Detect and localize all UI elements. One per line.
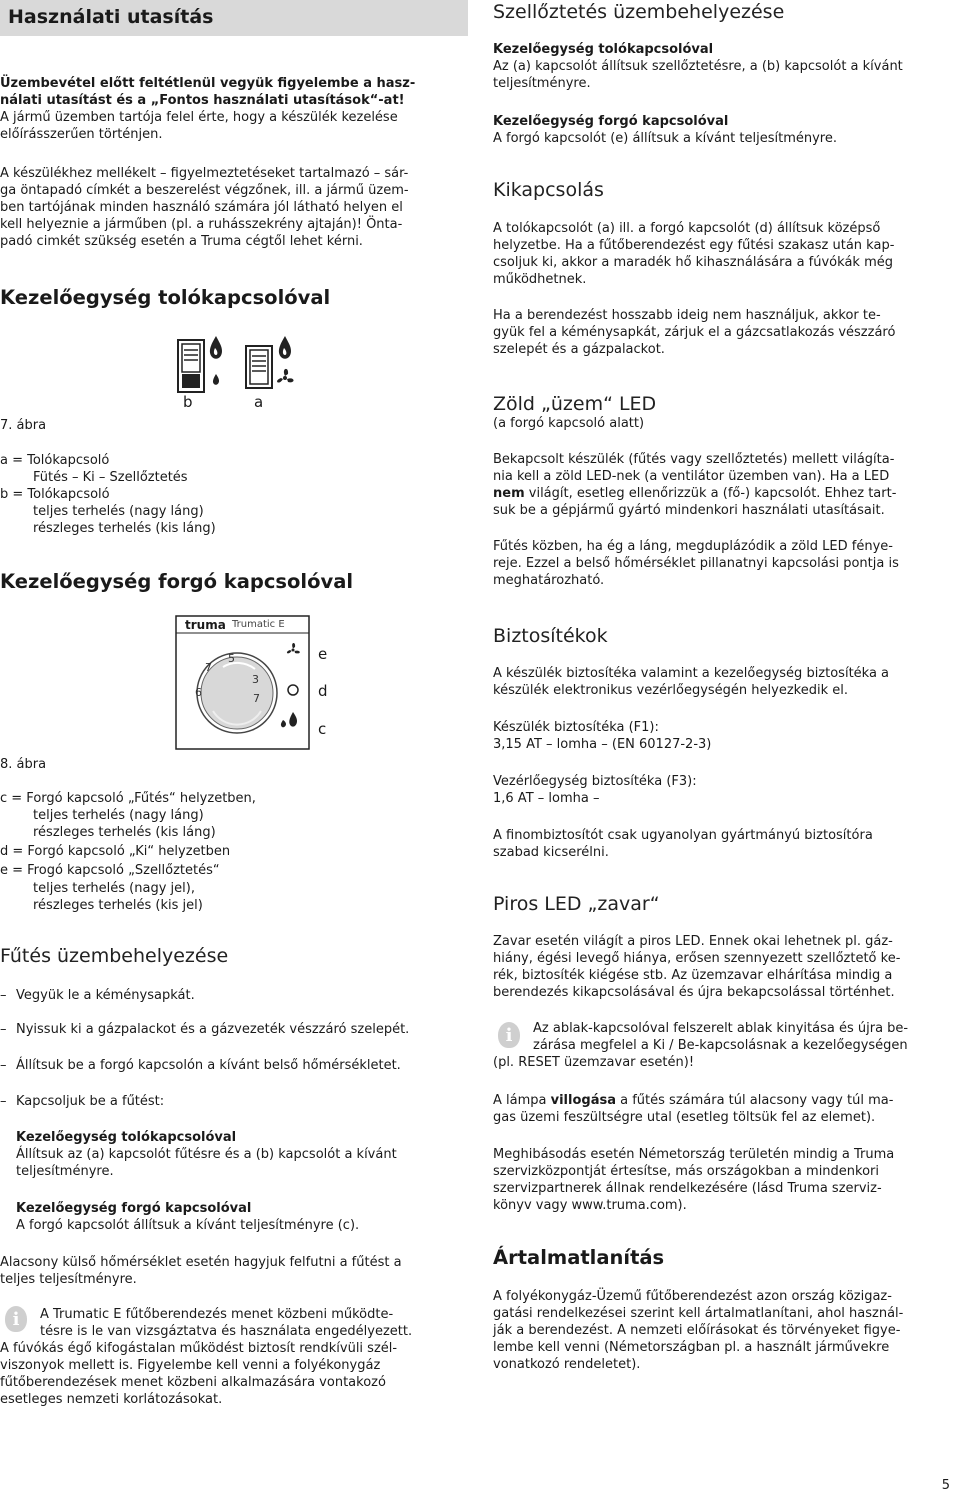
sub-rotary-line-1: A forgó kapcsolót állítsuk a kívánt teljesítményre (c). [16, 1218, 360, 1233]
disposal-line-1: A folyékonygáz-Üzemű fűtőberendezést azon ország közigaz- [493, 1289, 892, 1304]
green-line-3-bold: nem [493, 486, 525, 501]
heading-slide-control: Kezelőegység tolókapcsolóval [0, 286, 331, 309]
dial-number-7a: 7 [205, 661, 212, 674]
legend7-line-1: a = Tolókapcsoló [0, 453, 110, 468]
low-temp-line-1: Alacsony külső hőmérséklet esetén hagyjuk felfutni a fűtést a [0, 1255, 402, 1270]
intro-line-1: A jármű üzemben tartója felel érte, hogy a készülék kezelése [0, 110, 398, 125]
heading-switch-off: Kikapcsolás [493, 179, 604, 201]
heading-disposal: Ártalmatlanítás [493, 1246, 665, 1269]
step-4: – Kapcsoljuk be a fűtést: [0, 1094, 165, 1109]
fuse-line-5: Vezérlőegység biztosítéka (F3): [493, 774, 697, 789]
legend8-line-2: teljes terhelés (nagy láng) [33, 808, 204, 823]
legend8-line-7: részleges terhelés (kis jel) [33, 898, 203, 913]
off-line-1: A tolókapcsolót (a) ill. a forgó kapcsolót (d) állítsuk középső [493, 221, 881, 236]
off-line-7: szelepét és a gázpalackot. [493, 342, 665, 357]
title-bar [0, 0, 468, 36]
disposal-line-4: lembe kell venni (Németországban pl. a használt járművekre [493, 1340, 890, 1355]
slide-switch-b-icon [178, 340, 204, 392]
fuse-line-1: A készülék biztosítéka valamint a kezelőegység biztosítéka a [493, 666, 890, 681]
step-4-text: Kapcsoljuk be a fűtést: [16, 1094, 165, 1109]
fig8-label-e: e [318, 645, 328, 663]
off-line-3: csoljuk ki, akkor a maradék hő kihasználására a fúvókák még [493, 255, 893, 270]
legend8-line-1: c = Forgó kapcsoló „Fűtés“ helyzetben, [0, 791, 256, 806]
heading-vent-startup: Szellőztetés üzembehelyezése [493, 1, 785, 23]
fig7-label-b: b [183, 393, 193, 411]
step-3: – Állítsuk be a forgó kapcsolón a kívánt belső hőmérsékletet. [0, 1058, 401, 1073]
green-line-6: reje. Ezzel a belső hőmérséklet pillanatnyi kapcsolási pontja is [493, 556, 899, 571]
sub-rotary-heading: Kezelőegység forgó kapcsolóval [16, 1201, 252, 1216]
figure-8-caption: 8. ábra [0, 757, 47, 772]
fail-line-3: szervizpartnerek állnak rendelkezésére (lásd Truma szerviz- [493, 1181, 882, 1196]
lamp-line-1-bold: villogása [550, 1093, 616, 1108]
right-info-line-2: zárása megfelel a Ki / Be-kapcsolásnak a kezelőegységen [533, 1038, 908, 1053]
step-1: – Vegyük le a kéménysapkát. [0, 988, 195, 1003]
red-line-3: rék, biztosíték kiégése stb. Az üzemzavar elhárítása mindig a [493, 968, 893, 983]
right-info-line-1: Az ablak-kapcsolóval felszerelt ablak kinyitása és újra be- [533, 1021, 909, 1036]
step-1-text: Vegyük le a kéménysapkát. [16, 988, 195, 1003]
red-line-1: Zavar esetén világít a piros LED. Ennek okai lehetnek pl. gáz- [493, 934, 893, 949]
step-2-text: Nyissuk ki a gázpalackot és a gázvezeték vészzáró szelepét. [16, 1022, 410, 1037]
large-flame-icon [210, 336, 222, 359]
disposal-line-2: gatási rendelkezései szerint kell ártalmatlanítani, ahol használ- [493, 1306, 904, 1321]
sticker-line-5: padó cimkét szükség esetén a Truma cégtől lehet kérni. [0, 234, 363, 249]
fig8-label-d: d [318, 682, 328, 700]
info-line-3: A fúvókás égő kifogástalan működést biztosít rendkívüli szél- [0, 1341, 398, 1356]
sub-slide-line-1: Állítsuk az (a) kapcsolót fűtésre és a (b) kapcsolót a kívánt [16, 1147, 397, 1162]
green-line-1: Bekapcsolt készülék (fűtés vagy szellőztetés) mellett világíta- [493, 452, 895, 467]
green-line-5: Fűtés közben, ha ég a láng, megduplázódik a zöld LED fénye- [493, 539, 893, 554]
sticker-line-3: ben tartójának minden használó számára jól látható helyen el [0, 200, 403, 215]
vent-slide-line-2: teljesítményre. [493, 76, 591, 91]
disposal-line-3: ják a berendezést. A nemzeti előírásokat és törvényeket figye- [493, 1323, 901, 1338]
low-temp-line-2: teljes teljesítményre. [0, 1272, 137, 1287]
off-line-2: helyzetbe. Ha a fűtőberendezést egy fűtési szakasz után kap- [493, 238, 895, 253]
legend8-line-6: teljes terhelés (nagy jel), [33, 881, 195, 896]
green-led-subtitle: (a forgó kapcsoló alatt) [493, 416, 645, 431]
legend8-line-3: részleges terhelés (kis láng) [33, 825, 216, 840]
legend7-line-5: részleges terhelés (kis láng) [33, 521, 216, 536]
red-line-2: hiány, égési levegő hiánya, erősen szennyezett szellőztető ke- [493, 951, 901, 966]
disposal-line-5: vonatkozó rendeletet). [493, 1357, 641, 1372]
green-line-7: meghatározható. [493, 573, 605, 588]
sub-slide-line-2: teljesítményre. [16, 1164, 114, 1179]
info-icon: i [5, 1306, 27, 1332]
fuse-line-7: A finombiztosítót csak ugyanolyan gyártmányú biztosítóra [493, 828, 873, 843]
green-line-4: suk be a gépjármű gyártó mindenkori használati utasításait. [493, 503, 885, 518]
heading-green-led: Zöld „üzem“ LED [493, 393, 657, 415]
info-line-5: fűtőberendezések menet közbeni alkalmazására vontakozó [0, 1375, 386, 1390]
step-3-text: Állítsuk be a forgó kapcsolón a kívánt belső hőmérsékletet. [16, 1058, 401, 1073]
vent-rotary-heading: Kezelőegység forgó kapcsolóval [493, 114, 729, 129]
legend8-line-4: d = Forgó kapcsoló „Ki“ helyzetben [0, 844, 231, 859]
figure-8-rotary-panel [175, 615, 310, 750]
green-line-3 [493, 485, 896, 502]
lamp-line-1-a: A lámpa [493, 1093, 551, 1108]
fail-line-2: szervizközpontját értesítse, más országokban a mindenkori [493, 1164, 880, 1179]
sub-slide-heading: Kezelőegység tolókapcsolóval [16, 1130, 237, 1145]
intro-line-2: előírásszerűen történjen. [0, 127, 163, 142]
intro-bold-line-1: Üzembevétel előtt feltétlenül vegyük figyelembe a hasz- [0, 76, 416, 91]
step-2: – Nyissuk ki a gázpalackot és a gázvezeték vészzáró szelepét. [0, 1022, 410, 1037]
fig7-label-a: a [254, 393, 264, 411]
red-line-4: berendezés kikapcsolásával és újra bekapcsolással történhet. [493, 985, 895, 1000]
green-line-3-rest: világít, esetleg ellenőrizzük a (fő-) kapcsolót. Ehhez tart- [524, 486, 897, 501]
fuse-line-2: készülék elektronikus vezérlőegységén helyezkedik el. [493, 683, 848, 698]
heating-flame-icon [279, 336, 291, 359]
truma-logo: truma [185, 618, 226, 632]
info-line-1: A Trumatic E fűtőberendezés menet közbeni működte- [40, 1307, 394, 1322]
info-icon-right: i [498, 1022, 520, 1048]
fuse-line-8: szabad kicserélni. [493, 845, 609, 860]
right-info-line-3: (pl. RESET üzemzavar esetén)! [493, 1055, 695, 1070]
vent-slide-line-1: Az (a) kapcsolót állítsuk szellőztetésre, a (b) kapcsolót a kívánt [493, 59, 903, 74]
figure-7-caption: 7. ábra [0, 418, 47, 433]
sticker-line-2: ga öntapadó címkét a beszerelést végzőnek, ill. a jármű üzem- [0, 183, 409, 198]
vent-slide-heading: Kezelőegység tolókapcsolóval [493, 42, 714, 57]
page-number: 5 [941, 1478, 950, 1493]
lamp-line-1-c: a fűtés számára túl alacsony vagy túl ma- [616, 1093, 894, 1108]
vent-rotary-line-1: A forgó kapcsolót (e) állítsuk a kívánt teljesítményre. [493, 131, 837, 146]
fail-line-4: könyv vagy www.truma.com). [493, 1198, 687, 1213]
off-line-5: Ha a berendezést hosszabb ideig nem használjuk, akkor te- [493, 308, 881, 323]
fail-line-1: Meghibásodás esetén Németország területén mindig a Truma [493, 1147, 895, 1162]
legend7-line-4: teljes terhelés (nagy láng) [33, 504, 204, 519]
fuse-line-3: Készülék biztosítéka (F1): [493, 720, 659, 735]
dial-number-6: 6 [195, 686, 202, 699]
heading-red-led: Piros LED „zavar“ [493, 893, 660, 915]
sticker-line-1: A készülékhez mellékelt – figyelmeztetéseket tartalmazó – sár- [0, 166, 409, 181]
legend7-line-3: b = Tolókapcsoló [0, 487, 110, 502]
dial-number-7b: 7 [253, 692, 260, 705]
info-line-4: viszonyok mellett is. Figyelembe kell venni a folyékonygáz [0, 1358, 381, 1373]
green-line-2: nia kell a zöld LED-nek (a ventilátor üzemben van). Ha a LED [493, 469, 890, 484]
figure-7-slide-switches [170, 328, 310, 400]
dial-number-3: 3 [252, 673, 259, 686]
sticker-line-4: kell helyeznie a járműben (pl. a ruhásszekrény ajtaján)! Önta- [0, 217, 403, 232]
heading-heating-startup: Fűtés üzembehelyezése [0, 945, 229, 967]
legend7-line-2: Fütés – Ki – Szellőztetés [33, 470, 188, 485]
heading-fuses: Biztosítékok [493, 625, 608, 647]
legend8-line-5: e = Frogó kapcsoló „Szellőztetés“ [0, 863, 220, 878]
info-line-6: esetleges nemzeti korlátozásokat. [0, 1392, 223, 1407]
heading-rotary-control: Kezelőegység forgó kapcsolóval [0, 570, 354, 593]
fuse-line-4: 3,15 AT – lomha – (EN 60127-2-3) [493, 737, 712, 752]
fig8-label-c: c [318, 720, 327, 738]
intro-bold-line-2: nálati utasítást és a „Fontos használati utasítások“-at! [0, 93, 405, 108]
slide-switch-a-icon [246, 346, 272, 388]
fan-icon [277, 369, 293, 383]
lamp-line-2: gas üzemi feszültségre utal (esetleg töltsük fel az elemet). [493, 1110, 876, 1125]
model-label: Trumatic E [232, 619, 285, 630]
info-line-2: tésre is le van vizsgáztatva és használata engedélyezett. [40, 1324, 413, 1339]
off-line-6: gyük fel a kéménysapkát, zárjuk el a gázcsatlakozás vészzáró [493, 325, 896, 340]
dial-number-5: 5 [228, 652, 235, 665]
small-flame-icon [213, 374, 219, 385]
fuse-line-6: 1,6 AT – lomha – [493, 791, 600, 806]
off-line-4: működhetnek. [493, 272, 587, 287]
page-title: Használati utasítás [8, 6, 214, 28]
lamp-line-1 [493, 1092, 893, 1109]
